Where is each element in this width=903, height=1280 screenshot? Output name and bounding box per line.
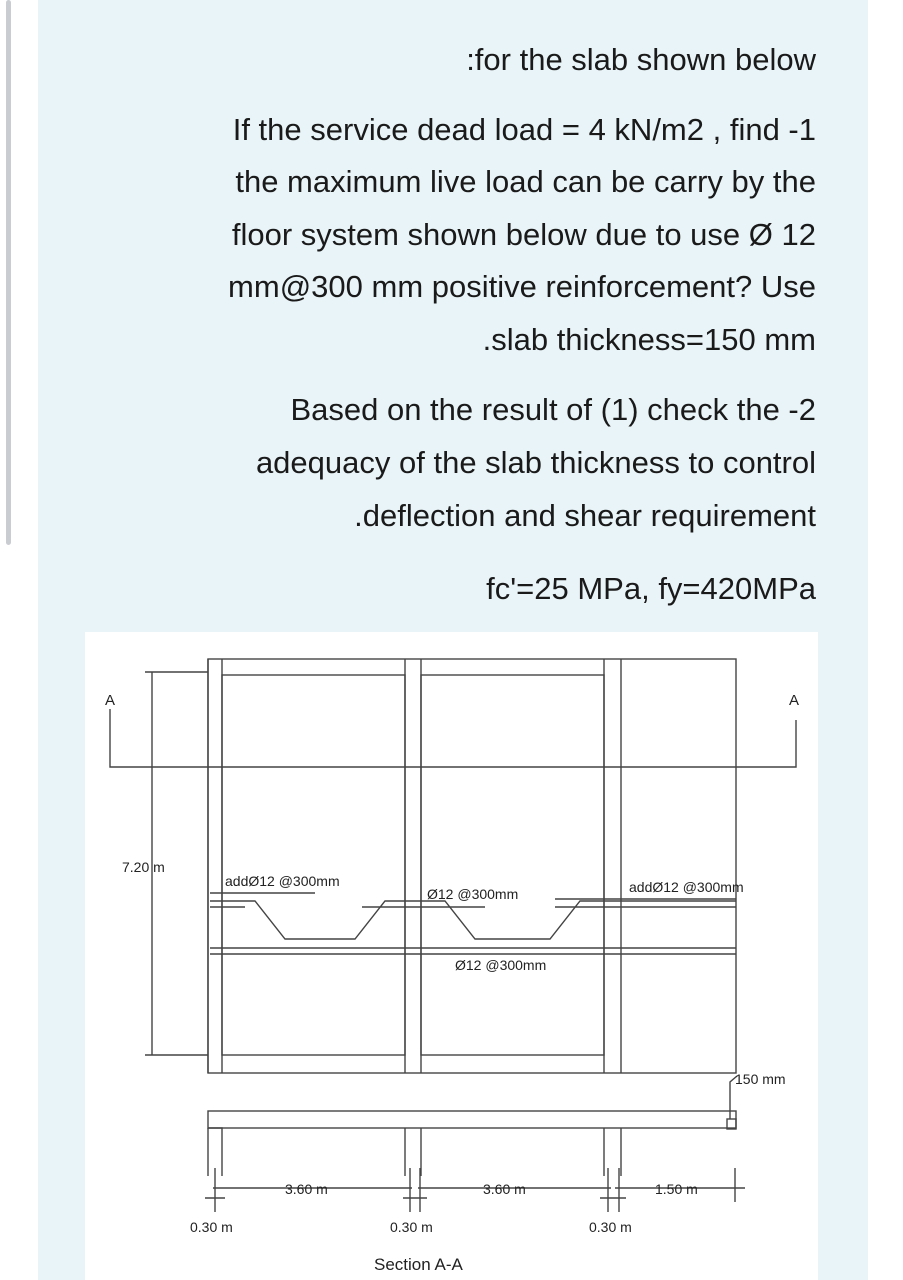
rebar-add-left-label: addØ12 @300mm [225,873,340,889]
question-intro: :for the slab shown below [466,42,816,77]
slab-drawing [85,632,818,1280]
span-1-label: 3.60 m [285,1181,328,1197]
part1-line-4: mm@300 mm positive reinforcement? Use [228,269,816,304]
section-mark-right: A [789,692,800,709]
panel-1 [222,675,405,1055]
part1-line-3: floor system shown below due to use Ø 12 [231,217,816,252]
beam-1-label: 0.30 m [190,1219,233,1235]
part1-line-2: the maximum live load can be carry by the [235,164,816,199]
span-y-label: 7.20 m [122,859,165,875]
beam-3-label: 0.30 m [589,1219,632,1235]
part2-line-3: .deflection and shear requirement [354,498,816,533]
slab-thickness-label: 150 mm [735,1071,786,1087]
section-cut-line [110,709,796,767]
span-2-label: 3.60 m [483,1181,526,1197]
beam-2-label: 0.30 m [390,1219,433,1235]
slab-figure [85,632,818,1280]
part2-line-2: adequacy of the slab thickness to control [255,445,816,480]
section-mark-left: A [105,692,116,709]
part1-line-1: If the service dead load = 4 kN/m2 , find -1 [232,112,816,147]
rebar-add-right-label: addØ12 @300mm [629,879,744,895]
panel-2 [421,675,604,1055]
part1-line-5: .slab thickness=150 mm [482,322,816,357]
scrollbar[interactable] [0,0,14,1280]
part2-line-1: Based on the result of (1) check the -2 [290,392,816,427]
scrollbar-thumb[interactable] [6,0,11,545]
span-3-label: 1.50 m [655,1181,698,1197]
section-title: Section A-A [374,1255,463,1274]
rebar-top-label: Ø12 @300mm [427,886,519,902]
materials-line: fc'=25 MPa, fy=420MPa [486,571,816,606]
rebar-bottom-label: Ø12 @300mm [455,957,547,973]
slab-outline [208,659,736,1073]
